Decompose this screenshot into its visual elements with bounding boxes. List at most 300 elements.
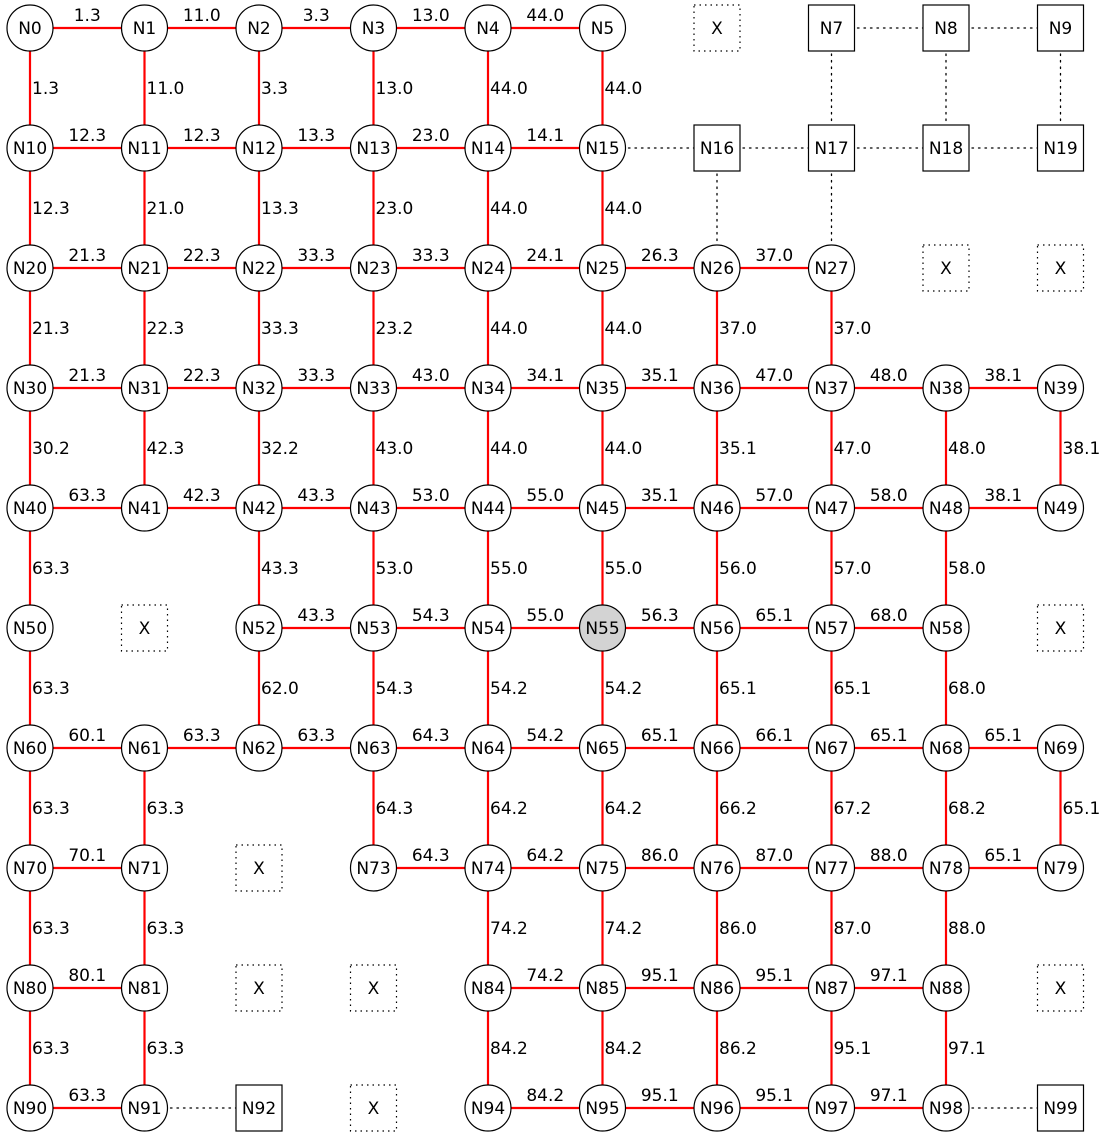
node-label: N1 bbox=[132, 19, 157, 39]
node-label: N30 bbox=[12, 379, 48, 399]
edge-weight-label: 63.3 bbox=[146, 919, 185, 939]
node-label: N20 bbox=[12, 259, 48, 279]
node-label: N35 bbox=[585, 379, 620, 399]
edge-weight-label: 62.0 bbox=[261, 679, 299, 699]
edge-weight-label: 63.3 bbox=[32, 799, 70, 819]
node-n79 bbox=[1038, 845, 1084, 891]
node-n58 bbox=[923, 605, 969, 651]
node-n25 bbox=[580, 245, 626, 291]
node-label: N18 bbox=[928, 139, 964, 159]
node-label: N95 bbox=[585, 1099, 620, 1119]
blocked-cell bbox=[236, 845, 282, 891]
edge-weight-label: 44.0 bbox=[526, 6, 565, 26]
node-label: N9 bbox=[1048, 19, 1073, 39]
node-n3 bbox=[351, 5, 397, 51]
node-label: N37 bbox=[814, 379, 849, 399]
node-n16 bbox=[694, 125, 740, 171]
node-label: N55 bbox=[585, 619, 620, 639]
node-n41 bbox=[122, 485, 168, 531]
edge-weight-label: 12.3 bbox=[68, 126, 107, 146]
edge-weight-label: 68.0 bbox=[948, 679, 986, 699]
node-label: N62 bbox=[241, 739, 277, 759]
edge-weight-label: 53.0 bbox=[411, 486, 450, 506]
edge-weight-label: 64.2 bbox=[526, 846, 565, 866]
node-label: N48 bbox=[928, 499, 964, 519]
node-label: N27 bbox=[814, 259, 849, 279]
node-label: X bbox=[138, 619, 151, 639]
edge-weight-label: 13.3 bbox=[261, 199, 299, 219]
edge-weight-label: 47.0 bbox=[755, 366, 794, 386]
node-label: N81 bbox=[127, 979, 162, 999]
node-label: N87 bbox=[814, 979, 849, 999]
edge-weight-label: 3.3 bbox=[302, 6, 330, 26]
node-label: N46 bbox=[699, 499, 735, 519]
node-label: N5 bbox=[590, 19, 615, 39]
node-n31 bbox=[122, 365, 168, 411]
edge-weight-label: 26.3 bbox=[640, 246, 679, 266]
node-n19 bbox=[1038, 125, 1084, 171]
node-n76 bbox=[694, 845, 740, 891]
edge-weight-label: 95.1 bbox=[640, 1086, 679, 1106]
edge-weight-label: 74.2 bbox=[490, 919, 528, 939]
node-label: N56 bbox=[699, 619, 735, 639]
node-n94 bbox=[465, 1085, 511, 1131]
node-label: N4 bbox=[476, 19, 500, 39]
node-n49 bbox=[1038, 485, 1084, 531]
edge-weight-label: 38.1 bbox=[984, 366, 1023, 386]
edge-weight-label: 22.3 bbox=[146, 319, 185, 339]
node-n17 bbox=[809, 125, 855, 171]
node-label: N97 bbox=[814, 1099, 849, 1119]
node-label: N41 bbox=[127, 499, 162, 519]
blocked-cell bbox=[351, 1085, 397, 1131]
node-label: N0 bbox=[18, 19, 42, 39]
edge-weight-label: 95.1 bbox=[640, 966, 679, 986]
edge-weight-label: 63.3 bbox=[32, 559, 70, 579]
edge-weight-label: 84.2 bbox=[604, 1039, 643, 1059]
edge-weight-label: 55.0 bbox=[604, 559, 643, 579]
node-n46 bbox=[694, 485, 740, 531]
edge-weight-label: 56.0 bbox=[719, 559, 757, 579]
edge-weight-label: 68.2 bbox=[948, 799, 986, 819]
node-n65 bbox=[580, 725, 626, 771]
blocked-cell bbox=[1038, 605, 1084, 651]
node-label: N2 bbox=[247, 19, 271, 39]
edge-weight-label: 22.3 bbox=[182, 366, 221, 386]
edge-weight-label: 22.3 bbox=[182, 246, 221, 266]
edge-weight-label: 34.1 bbox=[526, 366, 565, 386]
node-n57 bbox=[809, 605, 855, 651]
edge-weight-label: 54.3 bbox=[375, 679, 414, 699]
node-n67 bbox=[809, 725, 855, 771]
node-n4 bbox=[465, 5, 511, 51]
node-n78 bbox=[923, 845, 969, 891]
node-n27 bbox=[809, 245, 855, 291]
node-label: X bbox=[367, 1099, 380, 1119]
node-n99 bbox=[1038, 1085, 1084, 1131]
edge-weight-label: 54.2 bbox=[604, 679, 643, 699]
node-n52 bbox=[236, 605, 282, 651]
node-n54 bbox=[465, 605, 511, 651]
node-n44 bbox=[465, 485, 511, 531]
node-label: N54 bbox=[470, 619, 506, 639]
node-n43 bbox=[351, 485, 397, 531]
node-n71 bbox=[122, 845, 168, 891]
node-n1 bbox=[122, 5, 168, 51]
edge-weight-label: 32.2 bbox=[261, 439, 299, 459]
edge-weight-label: 58.0 bbox=[869, 486, 908, 506]
edge-weight-label: 64.3 bbox=[411, 846, 450, 866]
node-n88 bbox=[923, 965, 969, 1011]
edge-weight-label: 63.3 bbox=[32, 679, 70, 699]
node-n37 bbox=[809, 365, 855, 411]
edge-weight-label: 35.1 bbox=[640, 366, 679, 386]
node-n74 bbox=[465, 845, 511, 891]
edge-weight-label: 65.1 bbox=[719, 679, 757, 699]
edge-weight-label: 21.0 bbox=[146, 199, 185, 219]
node-label: N53 bbox=[356, 619, 391, 639]
node-n61 bbox=[122, 725, 168, 771]
node-n56 bbox=[694, 605, 740, 651]
edge-weight-label: 54.3 bbox=[411, 606, 450, 626]
edge-weight-label: 95.1 bbox=[755, 1086, 794, 1106]
node-label: N73 bbox=[356, 859, 391, 879]
node-label: N65 bbox=[585, 739, 620, 759]
node-label: X bbox=[253, 979, 265, 999]
node-n97 bbox=[809, 1085, 855, 1131]
node-label: X bbox=[253, 859, 265, 879]
edge-weight-label: 13.3 bbox=[297, 126, 336, 146]
edge-weight-label: 86.0 bbox=[640, 846, 679, 866]
node-label: N79 bbox=[1043, 859, 1078, 879]
edge-weight-label: 65.1 bbox=[984, 846, 1023, 866]
node-label: N90 bbox=[12, 1099, 48, 1119]
node-label: N84 bbox=[470, 979, 506, 999]
edge-weight-label: 66.2 bbox=[719, 799, 757, 819]
node-n15 bbox=[580, 125, 626, 171]
node-label: N13 bbox=[356, 139, 391, 159]
node-label: N40 bbox=[12, 499, 48, 519]
blocked-cell bbox=[694, 5, 740, 51]
node-n10 bbox=[7, 125, 53, 171]
node-label: N19 bbox=[1043, 139, 1078, 159]
edge-weight-label: 21.3 bbox=[68, 366, 107, 386]
edge-weight-label: 65.1 bbox=[869, 726, 908, 746]
edge-weight-label: 48.0 bbox=[869, 366, 908, 386]
node-n64 bbox=[465, 725, 511, 771]
edge-weight-label: 13.0 bbox=[411, 6, 450, 26]
node-label: N86 bbox=[699, 979, 735, 999]
node-label: N98 bbox=[928, 1099, 964, 1119]
node-n70 bbox=[7, 845, 53, 891]
edge-weight-label: 43.0 bbox=[375, 439, 414, 459]
node-n91 bbox=[122, 1085, 168, 1131]
node-n75 bbox=[580, 845, 626, 891]
edge-weight-label: 44.0 bbox=[604, 79, 643, 99]
node-label: N91 bbox=[127, 1099, 162, 1119]
node-n18 bbox=[923, 125, 969, 171]
node-label: N43 bbox=[356, 499, 391, 519]
node-label: N44 bbox=[470, 499, 506, 519]
edge-weight-label: 63.3 bbox=[182, 726, 221, 746]
node-label: N71 bbox=[127, 859, 162, 879]
edge-weight-label: 65.1 bbox=[1062, 799, 1101, 819]
edge-weight-label: 33.3 bbox=[261, 319, 299, 339]
edge-weight-label: 23.0 bbox=[411, 126, 450, 146]
edge-weight-label: 48.0 bbox=[948, 439, 986, 459]
edge-weight-label: 63.3 bbox=[68, 486, 107, 506]
edge-weight-label: 63.3 bbox=[146, 1039, 185, 1059]
node-label: N64 bbox=[470, 739, 506, 759]
node-label: N11 bbox=[127, 139, 162, 159]
edge-weight-label: 64.2 bbox=[490, 799, 528, 819]
edge-weight-label: 55.0 bbox=[526, 606, 565, 626]
node-label: N24 bbox=[470, 259, 506, 279]
node-label: N7 bbox=[819, 19, 844, 39]
edge-weight-label: 54.2 bbox=[490, 679, 528, 699]
node-label: N12 bbox=[241, 139, 277, 159]
node-n7 bbox=[809, 5, 855, 51]
edge-weight-label: 67.2 bbox=[833, 799, 872, 819]
node-n24 bbox=[465, 245, 511, 291]
node-label: N77 bbox=[814, 859, 849, 879]
node-label: N68 bbox=[928, 739, 964, 759]
node-n69 bbox=[1038, 725, 1084, 771]
blocked-cell bbox=[236, 965, 282, 1011]
node-label: N76 bbox=[699, 859, 735, 879]
edge-weight-label: 65.1 bbox=[984, 726, 1023, 746]
edge-weight-label: 64.3 bbox=[411, 726, 450, 746]
edge-weight-label: 68.0 bbox=[869, 606, 908, 626]
edge-weight-label: 38.1 bbox=[984, 486, 1023, 506]
edge-weight-label: 55.0 bbox=[490, 559, 528, 579]
node-label: N66 bbox=[699, 739, 735, 759]
edge-weight-label: 54.2 bbox=[526, 726, 565, 746]
edge-weight-label: 74.2 bbox=[604, 919, 643, 939]
edge-weight-label: 44.0 bbox=[490, 79, 528, 99]
node-label: N17 bbox=[814, 139, 849, 159]
edge-weight-label: 58.0 bbox=[948, 559, 986, 579]
edge-weight-label: 37.0 bbox=[719, 319, 757, 339]
edge-weight-label: 33.3 bbox=[411, 246, 450, 266]
node-n42 bbox=[236, 485, 282, 531]
node-n62 bbox=[236, 725, 282, 771]
node-n23 bbox=[351, 245, 397, 291]
node-n80 bbox=[7, 965, 53, 1011]
edge-weight-label: 65.1 bbox=[755, 606, 794, 626]
node-n40 bbox=[7, 485, 53, 531]
edge-weight-label: 21.3 bbox=[32, 319, 70, 339]
edge-weight-label: 23.2 bbox=[375, 319, 414, 339]
node-label: N52 bbox=[241, 619, 277, 639]
edge-weight-label: 33.3 bbox=[297, 246, 336, 266]
node-n68 bbox=[923, 725, 969, 771]
node-label: N39 bbox=[1043, 379, 1078, 399]
edge-weight-label: 23.0 bbox=[375, 199, 414, 219]
node-n22 bbox=[236, 245, 282, 291]
node-label: N31 bbox=[127, 379, 162, 399]
edge-weight-label: 74.2 bbox=[526, 966, 565, 986]
node-n96 bbox=[694, 1085, 740, 1131]
node-label: N88 bbox=[928, 979, 964, 999]
node-label: N74 bbox=[470, 859, 506, 879]
edge-weight-label: 43.3 bbox=[261, 559, 299, 579]
node-label: N47 bbox=[814, 499, 849, 519]
node-label: N70 bbox=[12, 859, 48, 879]
node-n84 bbox=[465, 965, 511, 1011]
edge-weight-label: 44.0 bbox=[490, 319, 528, 339]
edge-weight-label: 60.1 bbox=[68, 726, 107, 746]
node-n5 bbox=[580, 5, 626, 51]
node-label: N10 bbox=[12, 139, 48, 159]
node-n66 bbox=[694, 725, 740, 771]
node-label: X bbox=[1054, 619, 1067, 639]
node-n20 bbox=[7, 245, 53, 291]
edge-weight-label: 11.0 bbox=[146, 79, 185, 99]
node-label: X bbox=[1054, 979, 1067, 999]
node-label: N8 bbox=[934, 19, 958, 39]
node-label: X bbox=[367, 979, 380, 999]
node-n35 bbox=[580, 365, 626, 411]
edge-weight-label: 43.3 bbox=[297, 486, 336, 506]
node-n53 bbox=[351, 605, 397, 651]
edge-weight-label: 44.0 bbox=[604, 439, 643, 459]
node-n87 bbox=[809, 965, 855, 1011]
edge-weight-label: 38.1 bbox=[1062, 439, 1101, 459]
blocked-cell bbox=[1038, 245, 1084, 291]
node-n90 bbox=[7, 1085, 53, 1131]
edge-weight-label: 87.0 bbox=[755, 846, 794, 866]
node-label: N25 bbox=[585, 259, 620, 279]
edge-weight-label: 56.3 bbox=[640, 606, 679, 626]
node-n48 bbox=[923, 485, 969, 531]
edge-weight-label: 86.2 bbox=[719, 1039, 757, 1059]
node-n32 bbox=[236, 365, 282, 411]
edge-weight-label: 88.0 bbox=[948, 919, 986, 939]
node-n11 bbox=[122, 125, 168, 171]
node-label: N14 bbox=[470, 139, 506, 159]
node-n77 bbox=[809, 845, 855, 891]
edge-weight-label: 14.1 bbox=[526, 126, 565, 146]
edge-weight-label: 53.0 bbox=[375, 559, 414, 579]
edge-weight-label: 87.0 bbox=[833, 919, 872, 939]
node-label: N26 bbox=[699, 259, 735, 279]
node-label: N96 bbox=[699, 1099, 735, 1119]
node-n73 bbox=[351, 845, 397, 891]
edge-weight-label: 13.0 bbox=[375, 79, 414, 99]
node-n98 bbox=[923, 1085, 969, 1131]
edge-weight-label: 37.0 bbox=[833, 319, 872, 339]
edge-weight-label: 35.1 bbox=[719, 439, 757, 459]
edge-weight-label: 35.1 bbox=[640, 486, 679, 506]
edge-weight-label: 1.3 bbox=[73, 6, 101, 26]
edge-weight-label: 97.1 bbox=[869, 1086, 908, 1106]
node-label: N15 bbox=[585, 139, 620, 159]
node-n34 bbox=[465, 365, 511, 411]
node-n85 bbox=[580, 965, 626, 1011]
edge-weight-label: 65.1 bbox=[640, 726, 679, 746]
node-label: N3 bbox=[361, 19, 386, 39]
node-n63 bbox=[351, 725, 397, 771]
edge-weight-label: 43.0 bbox=[411, 366, 450, 386]
node-n2 bbox=[236, 5, 282, 51]
edge-weight-label: 1.3 bbox=[32, 79, 60, 99]
edge-weight-label: 97.1 bbox=[948, 1039, 986, 1059]
node-n21 bbox=[122, 245, 168, 291]
node-label: N75 bbox=[585, 859, 620, 879]
edge-weight-label: 70.1 bbox=[68, 846, 107, 866]
edge-weight-label: 64.3 bbox=[375, 799, 414, 819]
node-n47 bbox=[809, 485, 855, 531]
edge-weight-label: 30.2 bbox=[32, 439, 70, 459]
edge-weight-label: 95.1 bbox=[833, 1039, 872, 1059]
blocked-cell bbox=[923, 245, 969, 291]
edge-weight-label: 12.3 bbox=[32, 199, 70, 219]
node-label: N38 bbox=[928, 379, 964, 399]
edge-weight-label: 44.0 bbox=[604, 199, 643, 219]
node-n81 bbox=[122, 965, 168, 1011]
edge-weight-label: 86.0 bbox=[719, 919, 757, 939]
edge-weight-label: 42.3 bbox=[146, 439, 185, 459]
node-label: N57 bbox=[814, 619, 849, 639]
node-label: N99 bbox=[1043, 1099, 1078, 1119]
node-n12 bbox=[236, 125, 282, 171]
node-n26 bbox=[694, 245, 740, 291]
node-label: N23 bbox=[356, 259, 391, 279]
edge-weight-label: 11.0 bbox=[182, 6, 221, 26]
node-n55 bbox=[580, 605, 626, 651]
edge-weight-label: 63.3 bbox=[68, 1086, 107, 1106]
node-label: N33 bbox=[356, 379, 391, 399]
node-label: N85 bbox=[585, 979, 620, 999]
node-n60 bbox=[7, 725, 53, 771]
edge-weight-label: 63.3 bbox=[146, 799, 185, 819]
node-n95 bbox=[580, 1085, 626, 1131]
edge-weight-label: 63.3 bbox=[297, 726, 336, 746]
node-n86 bbox=[694, 965, 740, 1011]
node-label: X bbox=[1054, 259, 1067, 279]
edge-weight-label: 80.1 bbox=[68, 966, 107, 986]
edge-weight-label: 44.0 bbox=[604, 319, 643, 339]
edge-weight-label: 95.1 bbox=[755, 966, 794, 986]
node-n13 bbox=[351, 125, 397, 171]
node-label: N50 bbox=[12, 619, 48, 639]
node-n38 bbox=[923, 365, 969, 411]
node-label: X bbox=[940, 259, 952, 279]
edge-weight-label: 84.2 bbox=[490, 1039, 528, 1059]
node-n9 bbox=[1038, 5, 1084, 51]
node-label: N61 bbox=[127, 739, 162, 759]
node-n0 bbox=[7, 5, 53, 51]
edge-weight-label: 3.3 bbox=[261, 79, 289, 99]
node-label: N49 bbox=[1043, 499, 1078, 519]
node-label: N36 bbox=[699, 379, 735, 399]
edge-weight-label: 44.0 bbox=[490, 439, 528, 459]
nodes bbox=[7, 5, 1084, 1131]
edge-weight-label: 33.3 bbox=[297, 366, 336, 386]
edge-weight-label: 24.1 bbox=[526, 246, 565, 266]
edge-weight-label: 43.3 bbox=[297, 606, 336, 626]
edge-weight-label: 12.3 bbox=[182, 126, 221, 146]
node-label: N80 bbox=[12, 979, 48, 999]
node-n36 bbox=[694, 365, 740, 411]
node-n39 bbox=[1038, 365, 1084, 411]
node-n8 bbox=[923, 5, 969, 51]
node-n50 bbox=[7, 605, 53, 651]
node-label: N58 bbox=[928, 619, 964, 639]
node-label: N16 bbox=[699, 139, 735, 159]
node-label: N21 bbox=[127, 259, 162, 279]
